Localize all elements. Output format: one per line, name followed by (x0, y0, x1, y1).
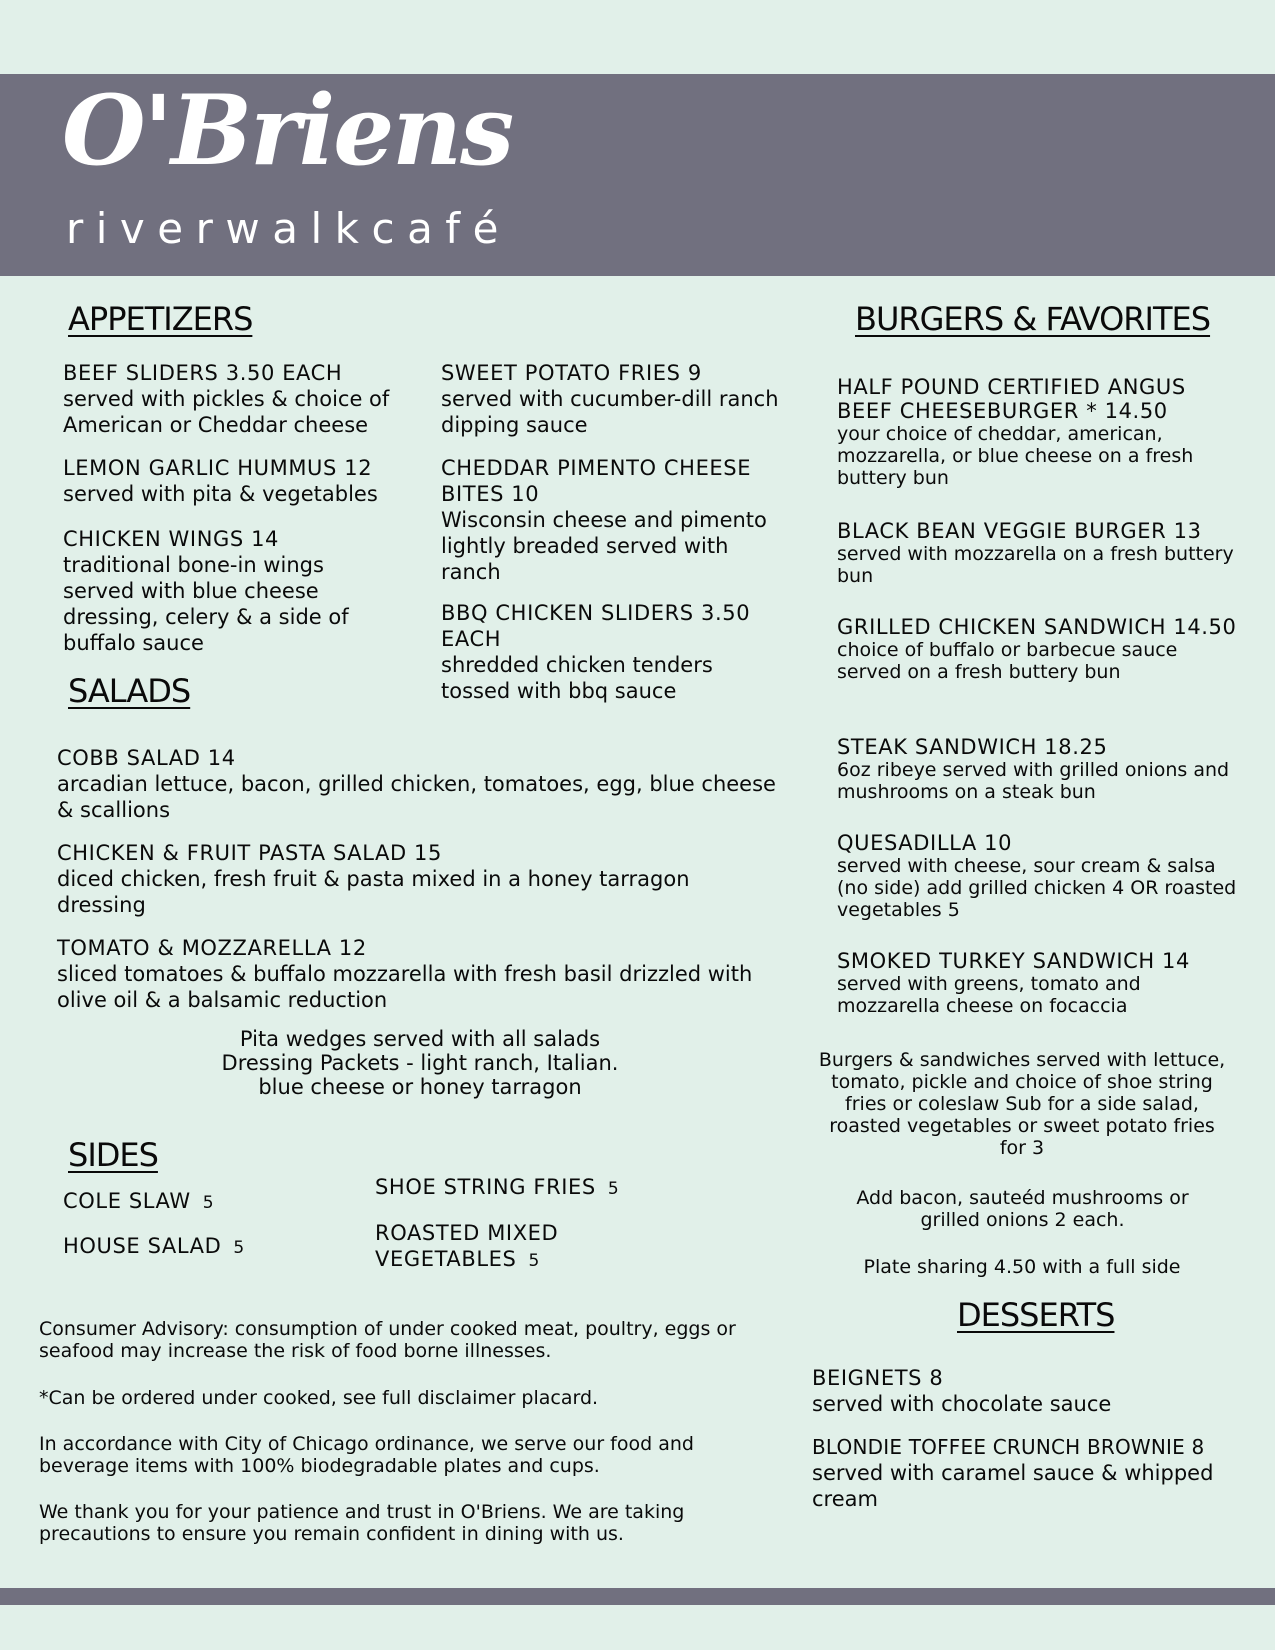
consumer-advisory: Consumer Advisory: consumption of under cooked meat, poultry, eggs or seafood may increase the risk of food borne illnesses. (39, 1318, 736, 1362)
plate-sharing-note: Plate sharing 4.50 with a full side (863, 1256, 1181, 1278)
item-desc: served with caramel sauce & whipped cream (812, 1461, 1214, 1511)
item-desc: served with greens, tomato and mozzarella cheese on focaccia (837, 973, 1141, 1017)
side-price: 5 (528, 1251, 540, 1271)
note-line: Dressing Packets - light ranch, Italian. (221, 1051, 619, 1075)
menu-item (63, 455, 403, 507)
item-name: CHEDDAR PIMENTO CHEESE BITES 10 (441, 456, 752, 506)
sides-heading: SIDES (68, 1136, 158, 1174)
menu-item (441, 600, 771, 704)
item-desc: 6oz ribeye served with grilled onions and mushrooms on a steak bun (837, 759, 1230, 803)
side-name: HOUSE SALAD (63, 1234, 222, 1258)
item-name: CHICKEN & FRUIT PASTA SALAD 15 (57, 841, 442, 865)
item-name: GRILLED CHICKEN SANDWICH 14.50 (837, 615, 1237, 639)
menu-item (837, 519, 1252, 587)
menu-item (57, 840, 757, 918)
menu-item (57, 745, 792, 823)
item-name: STEAK SANDWICH 18.25 (837, 735, 1108, 759)
menu-item (812, 1365, 1252, 1417)
side-name: SHOE STRING FRIES (375, 1175, 596, 1199)
item-name: COBB SALAD 14 (57, 746, 236, 770)
menu-item (63, 360, 403, 438)
menu-item (837, 735, 1252, 803)
appetizers-heading: APPETIZERS (68, 300, 253, 338)
item-name: BBQ CHICKEN SLIDERS 3.50 EACH (441, 601, 751, 651)
menu-item (837, 615, 1237, 683)
menu-item (837, 375, 1247, 489)
side-item (63, 1233, 244, 1261)
item-name: SMOKED TURKEY SANDWICH 14 (837, 949, 1190, 973)
note-line: blue cheese or honey tarragon (258, 1075, 582, 1099)
note-line: Pita wedges served with all salads (239, 1027, 601, 1051)
item-desc: shredded chicken tenders tossed with bbq sauce (441, 653, 713, 703)
side-price: 5 (202, 1193, 214, 1213)
item-name: QUESADILLA 10 (837, 831, 1013, 855)
item-name: SWEET POTATO FRIES 9 (441, 361, 702, 385)
side-item (375, 1174, 619, 1202)
side-name-cont: VEGETABLES (375, 1247, 517, 1271)
item-name: HALF POUND CERTIFIED ANGUS BEEF CHEESEBURGER * 14.50 (837, 375, 1186, 423)
logo-name: O'Briens (62, 74, 513, 187)
item-name: BLONDIE TOFFEE CRUNCH BROWNIE 8 (812, 1435, 1205, 1459)
menu-item (812, 1434, 1257, 1512)
ordinance-note: In accordance with City of Chicago ordinance, we serve our food and beverage items with 100% biodegradable plates and cups. (39, 1433, 694, 1477)
menu-item (441, 360, 786, 438)
burgers-heading: BURGERS & FAVORITES (855, 300, 1211, 338)
undercooked-note: *Can be ordered under cooked, see full disclaimer placard. (39, 1387, 599, 1409)
item-desc: your choice of cheddar, american, mozzarella, or blue cheese on a fresh buttery bun (837, 423, 1194, 489)
item-desc: arcadian lettuce, bacon, grilled chicken, tomatoes, egg, blue cheese & scallions (57, 772, 776, 822)
side-price: 5 (233, 1238, 245, 1258)
item-name: BEEF SLIDERS 3.50 EACH (63, 361, 343, 385)
side-price: 5 (607, 1179, 619, 1199)
add-ons-note: Add bacon, sauteéd mushrooms or grilled onions 2 each. (856, 1187, 1189, 1231)
item-name: BLACK BEAN VEGGIE BURGER 13 (837, 519, 1202, 543)
item-name: CHICKEN WINGS 14 (63, 527, 280, 551)
item-desc: traditional bone-in wings served with blue cheese dressing, celery & a side of buffalo sauce (63, 553, 349, 655)
side-item (63, 1188, 214, 1216)
menu-item (441, 455, 776, 585)
item-desc: diced chicken, fresh fruit & pasta mixed in a honey tarragon dressing (57, 867, 690, 917)
menu-item (57, 935, 792, 1013)
logo-subtitle: riverwalkcafé (66, 204, 511, 253)
menu-item (63, 526, 383, 656)
item-desc: served with cucumber-dill ranch dipping sauce (441, 387, 779, 437)
salads-note (160, 1027, 680, 1099)
item-name: TOMATO & MOZZARELLA 12 (57, 936, 367, 960)
thank-you-note: We thank you for your patience and trust in O'Briens. We are taking precautions to ensure you remain confident in dining with us. (39, 1501, 685, 1545)
side-item (375, 1220, 558, 1274)
item-desc: Wisconsin cheese and pimento lightly breaded served with ranch (441, 508, 767, 584)
burgers-sides-note: Burgers & sandwiches served with lettuce, tomato, pickle and choice of shoe string fries or coleslaw Sub for a side salad, roasted vegetables or sweet potato fries for 3 (818, 1049, 1226, 1159)
item-desc: served with cheese, sour cream & salsa (no side) add grilled chicken 4 OR roasted vegetables 5 (837, 855, 1237, 921)
item-name: LEMON GARLIC HUMMUS 12 (63, 456, 373, 480)
item-desc: served with pickles & choice of American or Cheddar cheese (63, 387, 390, 437)
item-desc: choice of buffalo or barbecue sauce served on a fresh buttery bun (837, 639, 1178, 683)
footer-band (0, 1588, 1275, 1605)
item-desc: served with chocolate sauce (812, 1392, 1112, 1416)
item-desc: served with pita & vegetables (63, 482, 378, 506)
desserts-heading: DESSERTS (957, 1296, 1115, 1334)
side-name: COLE SLAW (63, 1189, 191, 1213)
menu-item (837, 831, 1242, 921)
item-desc: sliced tomatoes & buffalo mozzarella with fresh basil drizzled with olive oil & a balsamic reduction (57, 962, 753, 1012)
item-desc: served with mozzarella on a fresh buttery bun (837, 543, 1234, 587)
item-name: BEIGNETS 8 (812, 1366, 944, 1390)
menu-item (837, 949, 1242, 1017)
side-name: ROASTED MIXED (375, 1221, 559, 1245)
salads-heading: SALADS (68, 672, 191, 710)
